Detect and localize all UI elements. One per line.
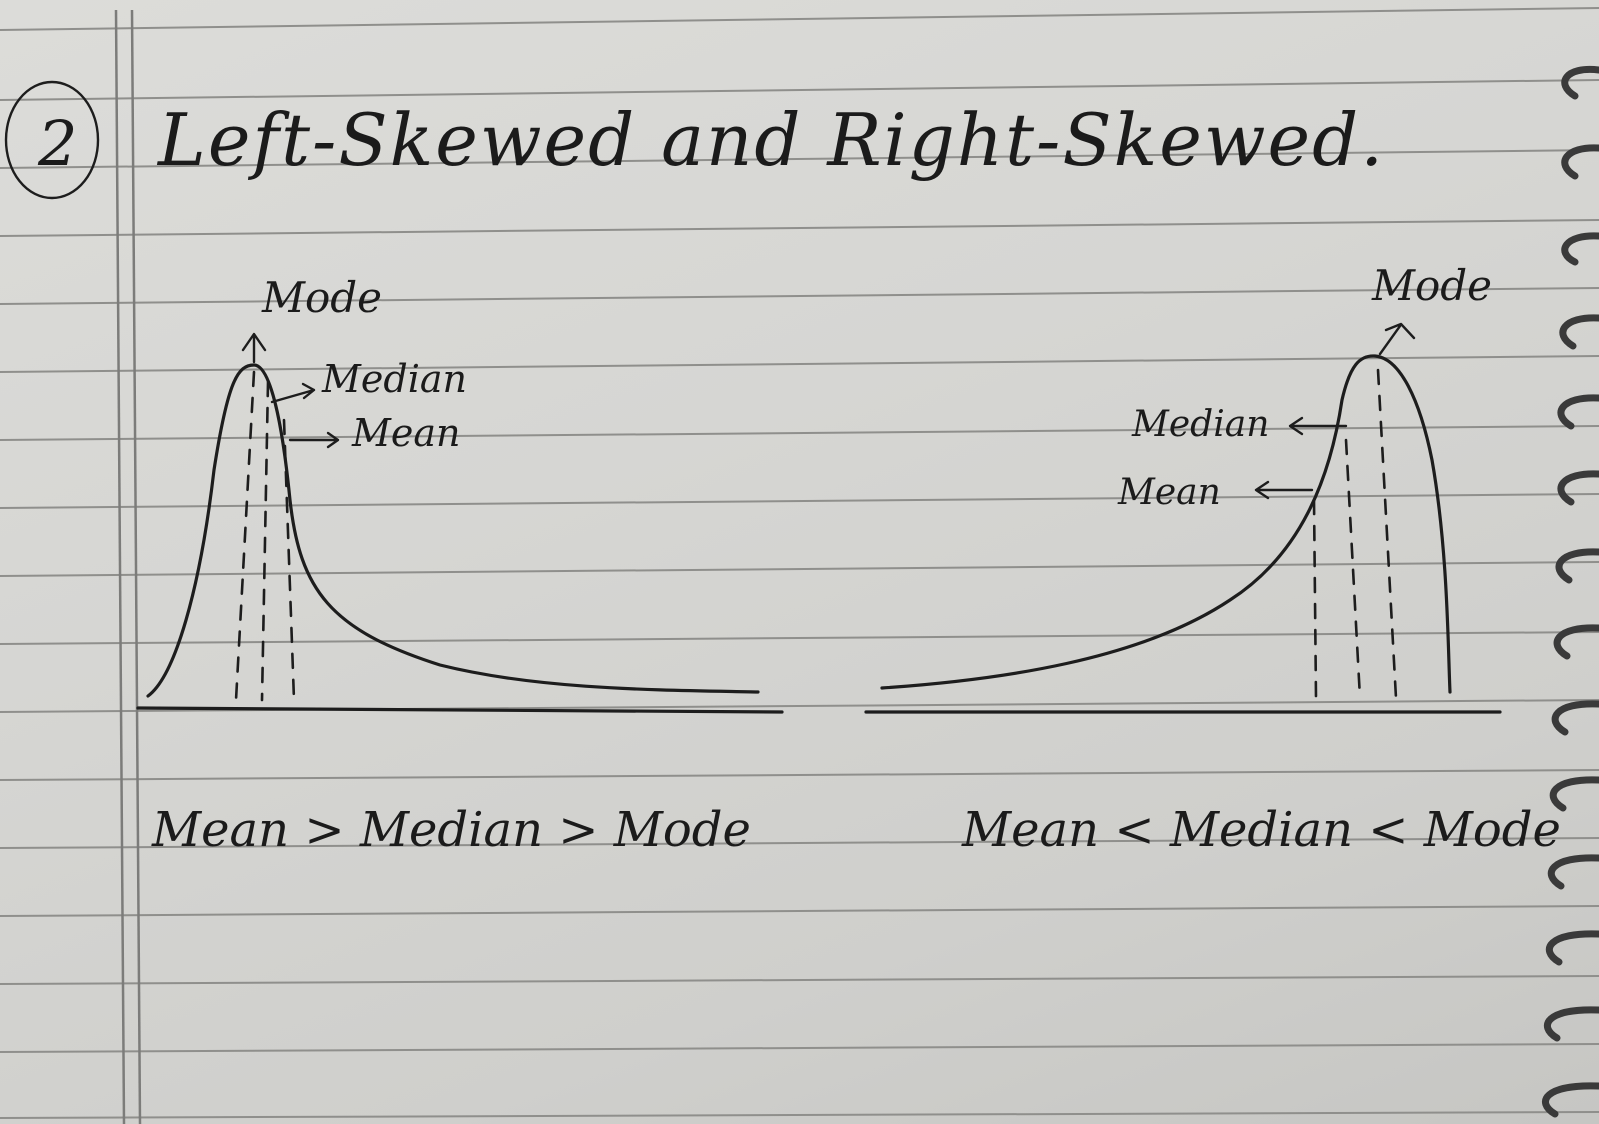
spiral-ring <box>1563 318 1599 346</box>
spiral-ring <box>1551 858 1599 886</box>
spiral-ring <box>1561 474 1599 502</box>
rule-line <box>0 426 1599 440</box>
spiral-ring <box>1565 148 1599 176</box>
rule-line <box>0 220 1599 236</box>
rule-line <box>0 976 1599 984</box>
margin-lines <box>116 10 140 1124</box>
left-mode-dash <box>236 372 254 700</box>
left-mean-arrow-icon <box>290 433 338 447</box>
spiral-ring <box>1547 1010 1599 1038</box>
rule-line <box>0 1044 1599 1052</box>
right-mode-dash <box>1378 370 1396 698</box>
left-relation: Mean > Median > Mode <box>152 802 751 858</box>
left-mode-label: Mode <box>262 273 383 322</box>
spiral-ring <box>1565 69 1599 96</box>
spiral-ring <box>1555 704 1599 732</box>
left-median-dash <box>262 382 268 700</box>
spiral-ring <box>1545 1086 1599 1114</box>
rule-line <box>0 1112 1599 1118</box>
spiral-binding <box>1545 69 1599 1114</box>
rule-line <box>0 562 1599 576</box>
left-median-label: Median <box>322 357 468 401</box>
right-mode-arrow-icon <box>1380 324 1414 354</box>
right-mean-label: Mean <box>1118 472 1221 513</box>
rule-line <box>0 8 1599 30</box>
spiral-ring <box>1561 398 1599 426</box>
margin-line <box>132 10 140 1124</box>
note-title: Left-Skewed and Right-Skewed. <box>158 98 1386 182</box>
rule-line <box>0 288 1599 304</box>
spiral-ring <box>1549 934 1599 962</box>
right-relation: Mean < Median < Mode <box>962 802 1561 858</box>
right-mode-label: Mode <box>1372 261 1493 310</box>
spiral-ring <box>1565 236 1599 262</box>
rule-line <box>0 80 1599 100</box>
left-skew-diagram <box>138 273 782 858</box>
right-median-label: Median <box>1132 404 1270 445</box>
rule-line <box>0 770 1599 780</box>
left-mean-label: Mean <box>352 411 461 455</box>
right-median-dash <box>1346 440 1360 698</box>
rule-line <box>0 906 1599 916</box>
left-baseline <box>138 708 782 712</box>
note-number: 2 <box>38 107 78 180</box>
rule-line <box>0 494 1599 508</box>
left-mode-arrow-icon <box>243 334 265 362</box>
right-skew-diagram <box>866 261 1561 858</box>
right-mean-dash <box>1314 500 1316 698</box>
margin-line <box>116 10 124 1124</box>
spiral-ring <box>1559 552 1599 580</box>
left-median-arrow-icon <box>272 384 314 402</box>
